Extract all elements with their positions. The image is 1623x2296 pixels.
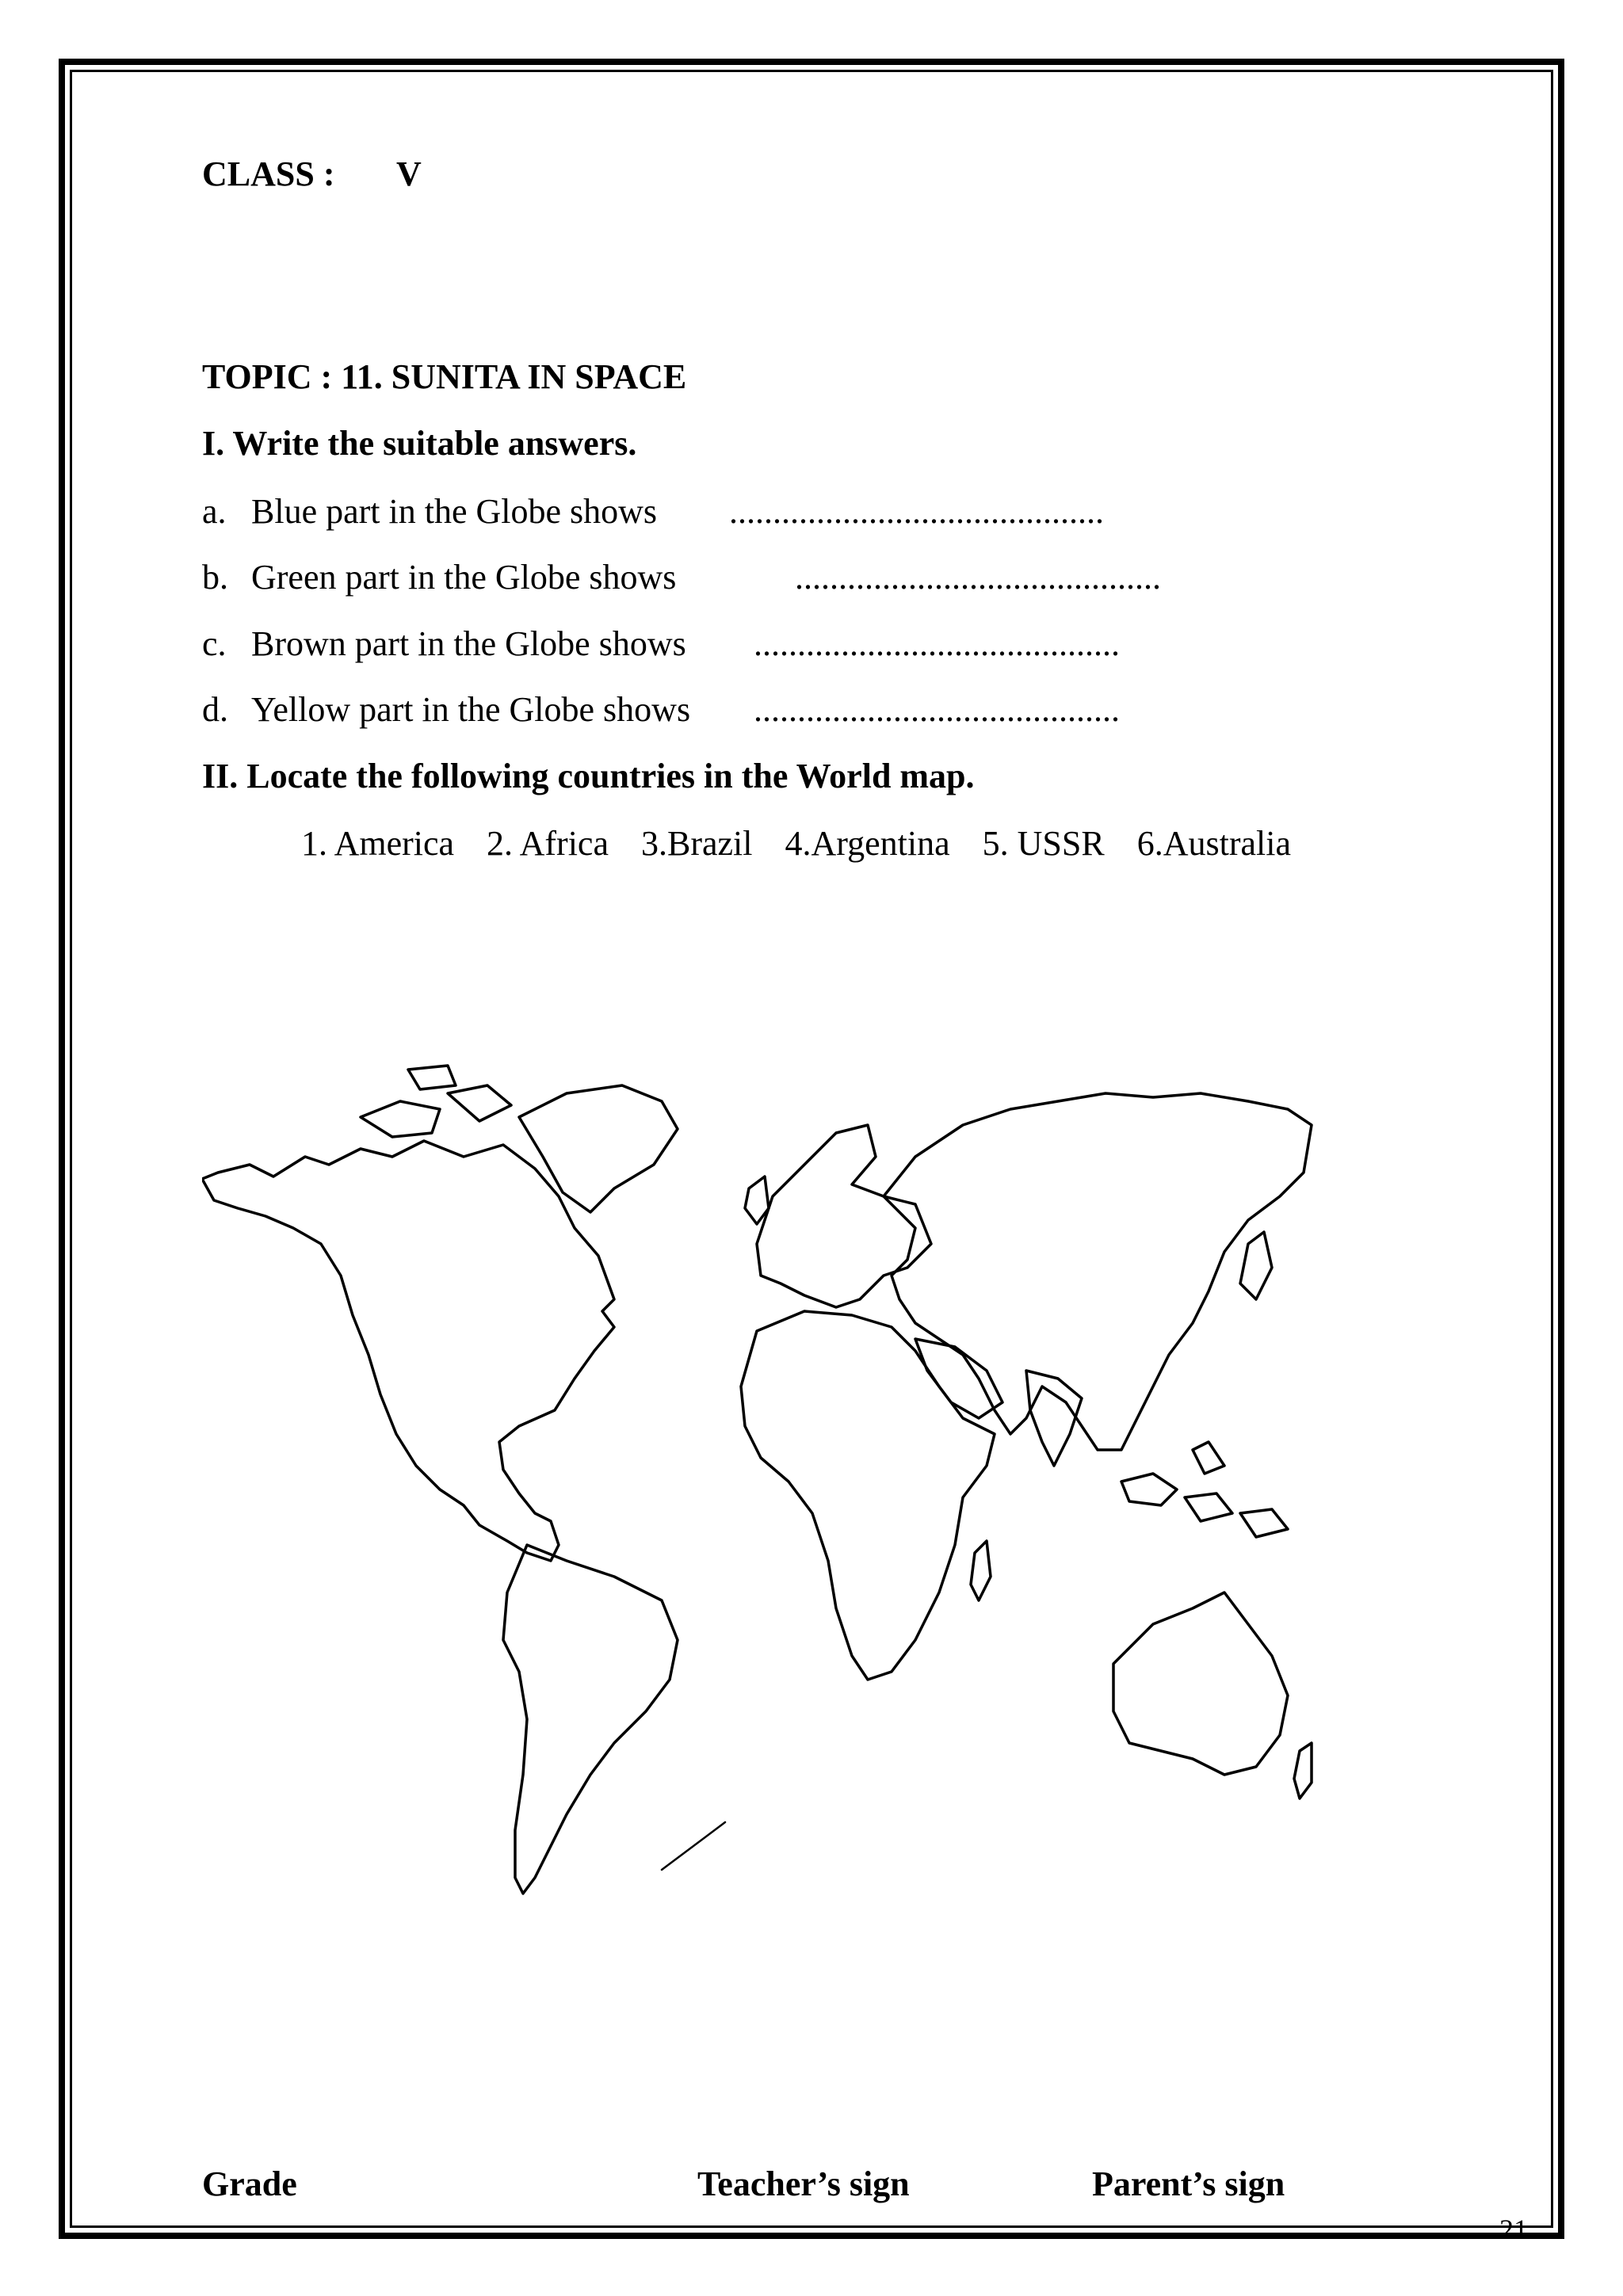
country-item: 2. Africa	[487, 824, 609, 863]
question-c	[202, 624, 1120, 663]
map-madagascar	[971, 1541, 991, 1600]
class-label: CLASS :	[202, 154, 335, 193]
map-japan	[1240, 1232, 1272, 1299]
section1-heading: I. Write the suitable answers.	[202, 424, 637, 463]
class-value: V	[396, 154, 422, 193]
map-arabia	[915, 1339, 1002, 1418]
question-letter: a.	[202, 492, 227, 531]
country-item: 5. USSR	[982, 824, 1105, 863]
answer-blank[interactable]: ..........................................	[795, 558, 1161, 597]
map-south-america	[503, 1545, 678, 1894]
question-a	[202, 492, 1104, 531]
page-number: 21	[1499, 2214, 1528, 2245]
map-australia	[1113, 1592, 1288, 1775]
country-item: 1. America	[301, 824, 455, 863]
question-d	[202, 690, 1120, 729]
question-letter: b.	[202, 558, 228, 597]
parent-sign-label: Parent’s sign	[1092, 2164, 1285, 2203]
question-b	[202, 558, 1161, 597]
map-north-america	[202, 1141, 614, 1561]
country-item: 4.Argentina	[785, 824, 950, 863]
map-antarctic-arc	[662, 1822, 725, 1870]
country-item: 3.Brazil	[640, 824, 753, 863]
answer-blank[interactable]: ...........................................	[729, 492, 1104, 531]
question-letter: c.	[202, 624, 227, 663]
question-text: Blue part in the Globe shows	[251, 492, 658, 531]
map-africa	[741, 1311, 995, 1680]
country-list	[301, 826, 1315, 861]
map-india	[1026, 1371, 1082, 1466]
teacher-sign-label: Teacher’s sign	[697, 2164, 910, 2203]
answer-blank[interactable]: ..........................................	[754, 690, 1120, 729]
question-text: Brown part in the Globe shows	[251, 624, 686, 663]
section2-heading: II. Locate the following countries in the World map.	[202, 757, 975, 795]
grade-label: Grade	[202, 2164, 297, 2203]
map-arctic-islands	[361, 1066, 511, 1137]
world-outline-map[interactable]	[202, 1038, 1316, 1933]
map-indonesia	[1121, 1442, 1288, 1537]
question-text: Green part in the Globe shows	[251, 558, 677, 597]
map-greenland	[519, 1085, 678, 1212]
question-letter: d.	[202, 690, 228, 729]
question-text: Yellow part in the Globe shows	[251, 690, 691, 729]
answer-blank[interactable]: ..........................................	[754, 624, 1120, 663]
map-new-zealand	[1294, 1743, 1312, 1798]
country-item: 6.Australia	[1136, 824, 1292, 863]
topic-title: TOPIC : 11. SUNITA IN SPACE	[202, 357, 687, 396]
